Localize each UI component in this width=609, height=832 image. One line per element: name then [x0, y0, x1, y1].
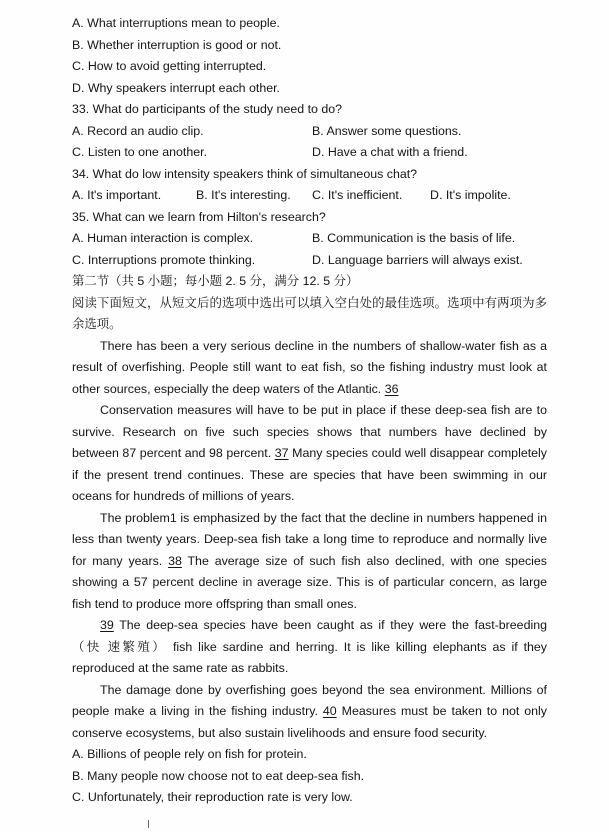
q34-option-c: C. It's inefficient.: [312, 188, 403, 202]
option-line-b: B. Whether interruption is good or not.: [72, 37, 282, 52]
option-line-a: A. What interruptions mean to people.: [72, 16, 281, 30]
q33-option-c: C. Listen to one another.: [72, 145, 208, 159]
q35-option-b: B. Communication is the basis of life.: [312, 231, 516, 245]
q34-option-b: B. It's interesting.: [196, 188, 291, 202]
p2-text-post: Many species could well disappear completely if the present trend continues. These are species that have been swimming in our oceans for hundreds of millions of years.: [72, 446, 547, 503]
passage-paragraph-5: [72, 680, 547, 745]
question-34-stem: 34. What do low intensity speakers think of simultaneous chat?: [72, 166, 418, 181]
p2-text-pre: Conservation measures will have to be put in place if these deep-sea fish are to survive. Research on five such species shows that numbers have declined by between 87 percent and 98 percent.: [72, 403, 547, 460]
blank-36: 36: [384, 381, 399, 396]
q33-option-d: D. Have a chat with a friend.: [312, 145, 468, 159]
p5-text-pre: The damage done by overfishing goes beyond the sea environment. Millions of people make a living in the fishing industry.: [72, 682, 547, 718]
question-35-options-row-2: [72, 250, 547, 272]
question-34-options-row: [72, 185, 547, 207]
q35-option-a: A. Human interaction is complex.: [72, 231, 254, 245]
blank-38: 38: [168, 553, 182, 568]
q34-option-d: D. It's impolite.: [430, 188, 511, 202]
p5-text-post: Measures must be taken to not only conserve ecosystems, but also sustain livelihoods and ensure food security.: [72, 704, 547, 740]
passage-paragraph-1: [72, 336, 547, 401]
blank-37: 37: [274, 446, 289, 460]
blank-40: 40: [322, 704, 337, 718]
option-line-d: D. Why speakers interrupt each other.: [72, 80, 280, 95]
passage-paragraph-4: [72, 615, 547, 680]
p1-text: There has been a very serious decline in the numbers of shallow-water fish as a result of overfishing. People still want to eat fish, so the fishing industry must look at other sources, especially the deep waters of the Atlantic.: [72, 338, 547, 396]
q34-option-a: A. It's important.: [72, 188, 162, 202]
option-line-c: C. How to avoid getting interrupted.: [72, 59, 267, 73]
q35-option-c: C. Interruptions promote thinking.: [72, 252, 256, 267]
bottom-choice-c: C. Unfortunately, their reproduction rate is very low.: [72, 790, 353, 804]
p4-text-post: The deep-sea species have been caught as if they were the fast-breeding （快 速繁殖） fish like sardine and herring. It is like killing elephants as if they reproduced at the same rate as rabbits.: [72, 618, 547, 675]
question-33-stem: 33. What do participants of the study need to do?: [72, 102, 343, 116]
p3-text-post: The average size of such fish also declined, with one species showing a 57 percent decline in average size. This is of particular concern, as large fish tend to produce more offspring than small ones.: [72, 553, 547, 611]
section-2-instructions: 阅读下面短文，从短文后的选项中选出可以填入空白处的最佳选项。选项中有两项为多余选项。: [72, 295, 547, 331]
question-35-options-row-1: [72, 228, 547, 250]
passage-paragraph-2: [72, 400, 547, 508]
bottom-choice-b: B. Many people now choose not to eat deep-sea fish.: [72, 768, 365, 783]
p3-text-pre: The problem1 is emphasized by the fact that the decline in numbers happened in less than twenty years. Deep-sea fish take a long time to reproduce and normally live for many years.: [72, 510, 547, 568]
bottom-choice-a: A. Billions of people rely on fish for protein.: [72, 747, 307, 761]
passage-paragraph-3: [72, 508, 547, 616]
question-33-options-row-1: [72, 121, 547, 143]
footer-mark: [148, 820, 149, 828]
q35-option-d: D. Language barriers will always exist.: [312, 252, 523, 267]
q33-option-a: A. Record an audio clip.: [72, 123, 204, 138]
section-2-heading: 第二节（共 5 小题；每小题 2. 5 分，满分 12. 5 分）: [72, 274, 359, 288]
q33-option-b: B. Answer some questions.: [312, 123, 462, 138]
question-35-stem: 35. What can we learn from Hilton's research?: [72, 209, 326, 224]
question-33-options-row-2: [72, 142, 547, 164]
blank-39: 39: [100, 618, 114, 632]
